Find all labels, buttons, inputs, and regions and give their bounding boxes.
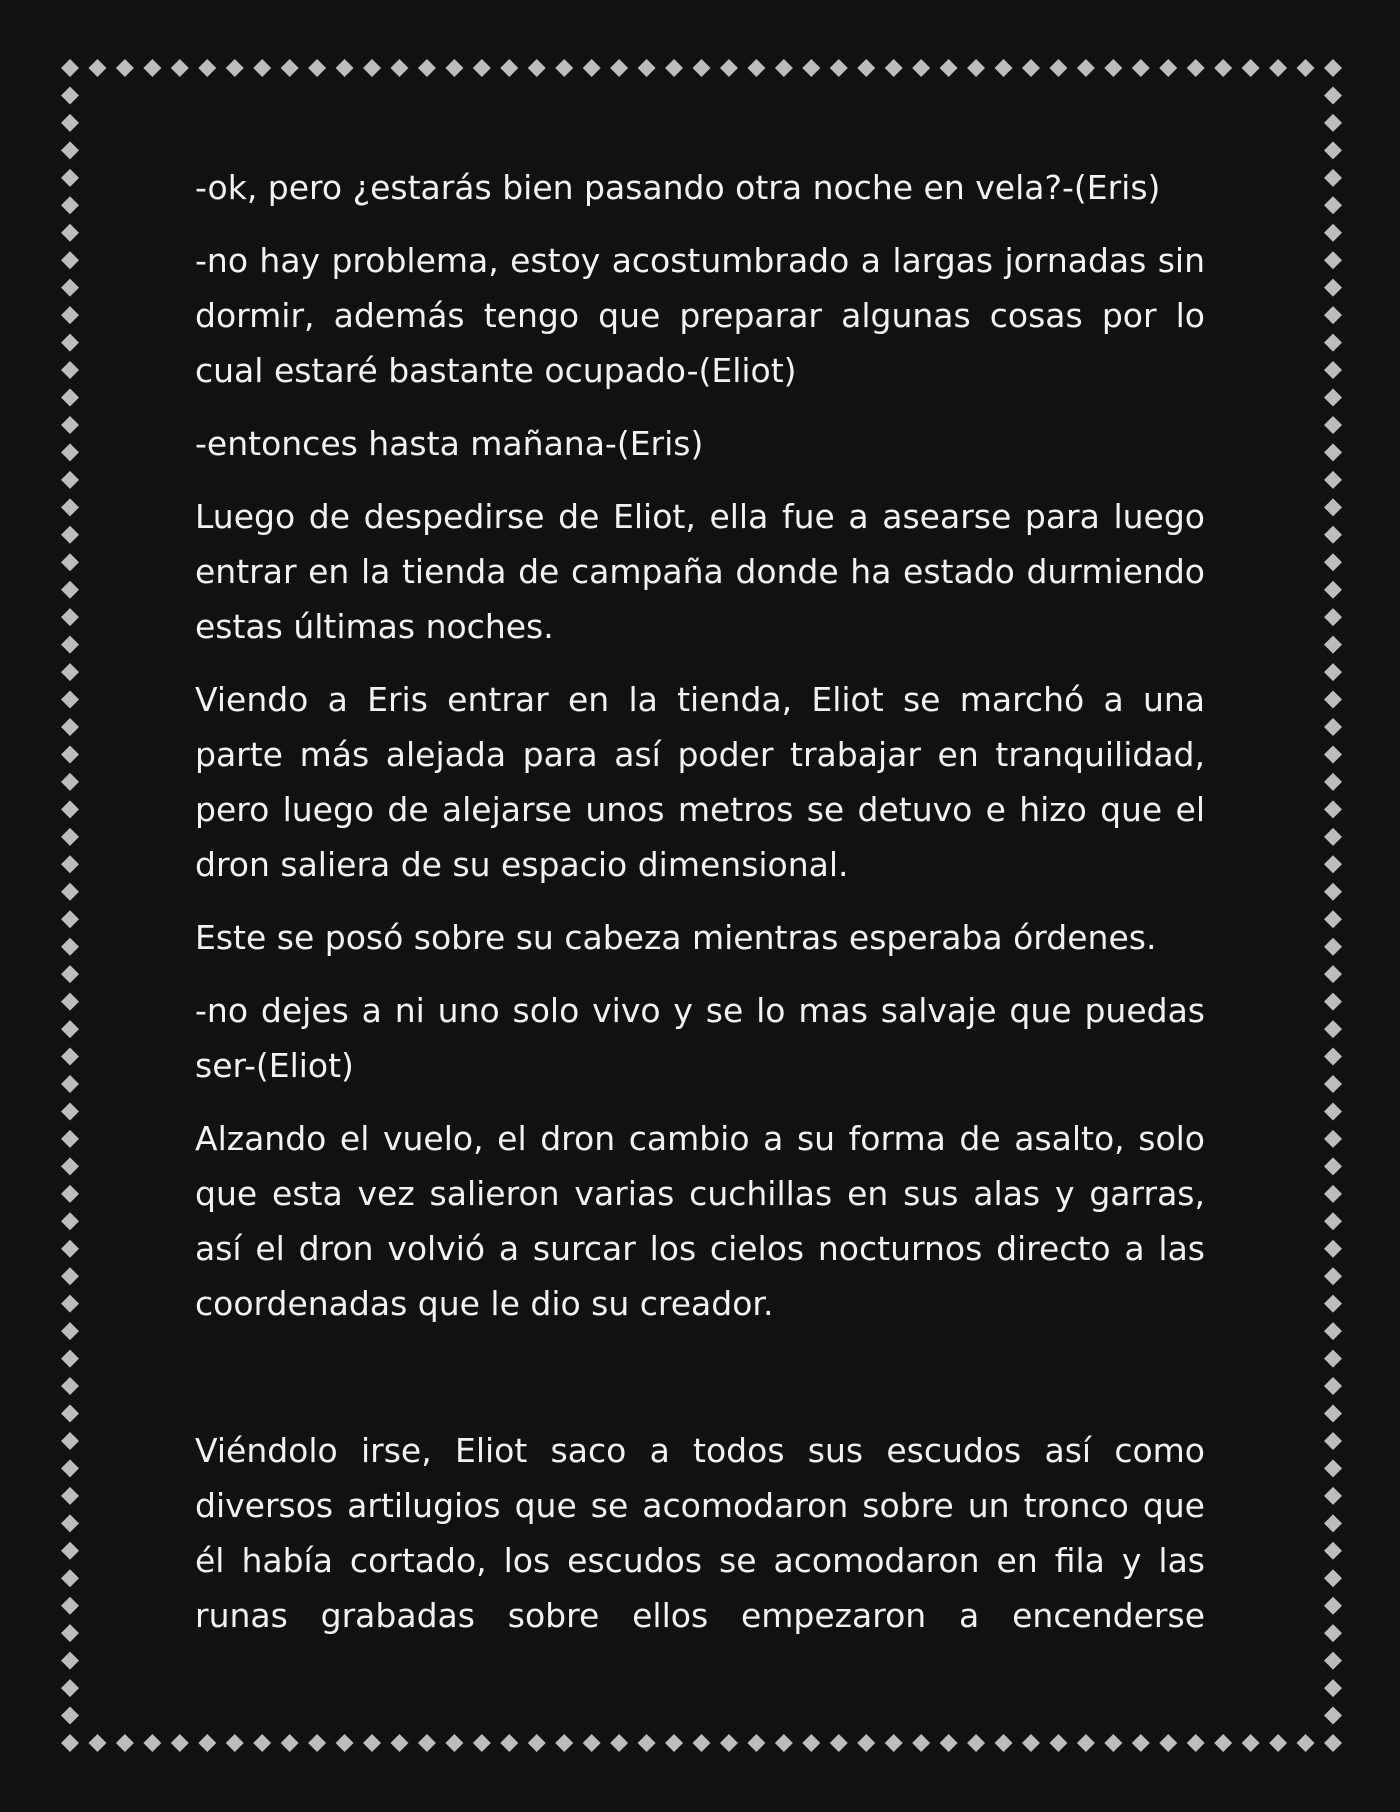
diamond-icon [665, 1734, 683, 1752]
diamond-icon [857, 1734, 875, 1752]
diamond-icon [1104, 1734, 1122, 1752]
diamond-icon [1324, 1432, 1342, 1450]
diamond-icon [1324, 1734, 1342, 1752]
diamond-icon [1104, 59, 1122, 77]
diamond-icon [61, 1240, 79, 1258]
diamond-icon [693, 1734, 711, 1752]
diamond-icon [61, 1679, 79, 1697]
diamond-icon [1187, 59, 1205, 77]
diamond-icon [61, 1432, 79, 1450]
diamond-icon [1324, 361, 1342, 379]
diamond-icon [61, 1267, 79, 1285]
diamond-icon [583, 1734, 601, 1752]
diamond-icon [1324, 663, 1342, 681]
diamond-icon [88, 59, 106, 77]
diamond-icon [638, 1734, 656, 1752]
diamond-icon [1324, 608, 1342, 626]
diamond-icon [995, 1734, 1013, 1752]
diamond-icon [1324, 498, 1342, 516]
diamond-icon [1324, 1459, 1342, 1477]
diamond-icon [61, 526, 79, 544]
diamond-icon [1324, 334, 1342, 352]
diamond-icon [967, 59, 985, 77]
diamond-icon [775, 1734, 793, 1752]
diamond-icon [116, 1734, 134, 1752]
diamond-icon [1324, 800, 1342, 818]
diamond-icon [336, 1734, 354, 1752]
diamond-icon [1324, 169, 1342, 187]
diamond-icon [1324, 1707, 1342, 1725]
paragraph-narration-1: Luego de despedirse de Eliot, ella fue a asearse para luego entrar en la tienda de campaña donde ha estado durmiendo estas últimas noches. [195, 497, 1205, 646]
paragraph-dialogue-eris-2: -entonces hasta mañana-(Eris) [195, 424, 704, 463]
diamond-icon [1187, 1734, 1205, 1752]
diamond-icon [1324, 855, 1342, 873]
diamond-icon [1324, 1048, 1342, 1066]
diamond-icon [198, 1734, 216, 1752]
diamond-icon [610, 1734, 628, 1752]
diamond-icon [1214, 1734, 1232, 1752]
diamond-icon [1324, 1597, 1342, 1615]
diamond-icon [61, 553, 79, 571]
diamond-icon [473, 1734, 491, 1752]
diamond-icon [61, 114, 79, 132]
diamond-icon [912, 1734, 930, 1752]
diamond-icon [253, 1734, 271, 1752]
diamond-icon [61, 965, 79, 983]
diamond-icon [1242, 1734, 1260, 1752]
diamond-icon [885, 59, 903, 77]
diamond-icon [1324, 1679, 1342, 1697]
diamond-icon [802, 1734, 820, 1752]
diamond-icon [967, 1734, 985, 1752]
diamond-icon [802, 59, 820, 77]
diamond-icon [171, 1734, 189, 1752]
diamond-icon [1159, 1734, 1177, 1752]
diamond-icon [336, 59, 354, 77]
diamond-icon [830, 1734, 848, 1752]
diamond-icon [1324, 1295, 1342, 1313]
diamond-icon [281, 1734, 299, 1752]
diamond-icon [171, 59, 189, 77]
diamond-icon [390, 59, 408, 77]
diamond-icon [61, 855, 79, 873]
diamond-icon [61, 1350, 79, 1368]
diamond-icon [1324, 279, 1342, 297]
diamond-icon [61, 498, 79, 516]
diamond-icon [61, 910, 79, 928]
diamond-icon [1324, 636, 1342, 654]
diamond-icon [528, 59, 546, 77]
diamond-icon [308, 1734, 326, 1752]
diamond-icon [363, 59, 381, 77]
diamond-icon [1324, 718, 1342, 736]
diamond-icon [61, 745, 79, 763]
diamond-icon [857, 59, 875, 77]
diamond-icon [720, 1734, 738, 1752]
diamond-icon [61, 471, 79, 489]
diamond-icon [390, 1734, 408, 1752]
diamond-icon [1324, 389, 1342, 407]
diamond-icon [61, 993, 79, 1011]
diamond-icon [61, 1542, 79, 1560]
diamond-icon [1324, 1624, 1342, 1642]
diamond-icon [61, 1487, 79, 1505]
diamond-icon [61, 251, 79, 269]
diamond-icon [61, 141, 79, 159]
diamond-icon [720, 59, 738, 77]
diamond-icon [61, 883, 79, 901]
diamond-icon [1324, 1130, 1342, 1148]
diamond-icon [1324, 1212, 1342, 1230]
diamond-icon [445, 1734, 463, 1752]
diamond-icon [61, 1624, 79, 1642]
diamond-icon [912, 59, 930, 77]
diamond-icon [61, 169, 79, 187]
diamond-icon [308, 59, 326, 77]
diamond-icon [1049, 59, 1067, 77]
diamond-icon [61, 1597, 79, 1615]
diamond-icon [61, 581, 79, 599]
diamond-icon [1324, 553, 1342, 571]
diamond-icon [473, 59, 491, 77]
diamond-icon [61, 1295, 79, 1313]
diamond-icon [1297, 59, 1315, 77]
diamond-icon [1324, 883, 1342, 901]
diamond-icon [610, 59, 628, 77]
diamond-icon [143, 1734, 161, 1752]
diamond-icon [1022, 1734, 1040, 1752]
diamond-icon [1324, 910, 1342, 928]
diamond-icon [61, 443, 79, 461]
diamond-icon [61, 306, 79, 324]
diamond-icon [1324, 141, 1342, 159]
diamond-icon [1022, 59, 1040, 77]
diamond-icon [61, 608, 79, 626]
diamond-icon [1297, 1734, 1315, 1752]
diamond-icon [88, 1734, 106, 1752]
diamond-icon [1324, 1185, 1342, 1203]
diamond-icon [61, 1075, 79, 1093]
diamond-icon [1324, 224, 1342, 242]
diamond-icon [445, 59, 463, 77]
diamond-icon [253, 59, 271, 77]
diamond-icon [1324, 306, 1342, 324]
diamond-icon [1324, 1267, 1342, 1285]
story-text [195, 160, 1205, 1661]
diamond-icon [555, 59, 573, 77]
diamond-icon [1324, 745, 1342, 763]
diamond-icon [1324, 1020, 1342, 1038]
diamond-icon [1269, 1734, 1287, 1752]
diamond-icon [1324, 196, 1342, 214]
diamond-icon [1324, 581, 1342, 599]
diamond-icon [61, 1377, 79, 1395]
diamond-icon [61, 1734, 79, 1752]
diamond-icon [1159, 59, 1177, 77]
diamond-icon [61, 1020, 79, 1038]
diamond-icon [1324, 1377, 1342, 1395]
diamond-icon [1049, 1734, 1067, 1752]
diamond-icon [1324, 1350, 1342, 1368]
diamond-icon [830, 59, 848, 77]
diamond-icon [198, 59, 216, 77]
diamond-icon [747, 59, 765, 77]
diamond-icon [61, 1707, 79, 1725]
diamond-icon [418, 59, 436, 77]
diamond-icon [1324, 86, 1342, 104]
diamond-icon [1324, 1075, 1342, 1093]
diamond-icon [143, 59, 161, 77]
diamond-icon [1324, 1404, 1342, 1422]
diamond-icon [1077, 59, 1095, 77]
diamond-icon [528, 1734, 546, 1752]
diamond-icon [61, 1130, 79, 1148]
diamond-icon [61, 1652, 79, 1670]
diamond-icon [1324, 1487, 1342, 1505]
diamond-icon [226, 59, 244, 77]
paragraph-narration-3: Este se posó sobre su cabeza mientras esperaba órdenes. [195, 918, 1157, 957]
diamond-icon [61, 334, 79, 352]
diamond-icon [61, 1048, 79, 1066]
diamond-icon [1324, 773, 1342, 791]
diamond-icon [500, 59, 518, 77]
diamond-icon [1324, 993, 1342, 1011]
diamond-icon [1214, 59, 1232, 77]
diamond-icon [1324, 1652, 1342, 1670]
diamond-icon [61, 1322, 79, 1340]
diamond-icon [500, 1734, 518, 1752]
diamond-icon [1324, 1157, 1342, 1175]
diamond-icon [61, 1459, 79, 1477]
diamond-icon [61, 224, 79, 242]
paragraph-dialogue-eliot-1: -no hay problema, estoy acostumbrado a largas jornadas sin dormir, además tengo que preparar algunas cosas por lo cual estaré bastante ocupado-(Eliot) [195, 241, 1205, 390]
diamond-icon [418, 1734, 436, 1752]
diamond-icon [61, 718, 79, 736]
diamond-icon [61, 773, 79, 791]
diamond-icon [1242, 59, 1260, 77]
diamond-icon [61, 1514, 79, 1532]
paragraph-narration-5: Viéndolo irse, Eliot saco a todos sus escudos así como diversos artilugios que se acomodaron sobre un tronco que él había cortado, los escudos se acomodaron en fila y las runas grabadas sobre ellos empezaron a encenderse [195, 1431, 1205, 1635]
diamond-icon [1324, 416, 1342, 434]
diamond-icon [61, 1569, 79, 1587]
diamond-icon [1324, 1514, 1342, 1532]
diamond-icon [61, 416, 79, 434]
diamond-icon [1324, 59, 1342, 77]
diamond-icon [665, 59, 683, 77]
diamond-icon [885, 1734, 903, 1752]
diamond-icon [1269, 59, 1287, 77]
diamond-icon [1132, 1734, 1150, 1752]
diamond-icon [61, 938, 79, 956]
diamond-icon [1324, 691, 1342, 709]
diamond-icon [1324, 251, 1342, 269]
diamond-icon [61, 1157, 79, 1175]
diamond-icon [583, 59, 601, 77]
diamond-icon [61, 800, 79, 818]
diamond-icon [61, 828, 79, 846]
paragraph-narration-4: Alzando el vuelo, el dron cambio a su forma de asalto, solo que esta vez salieron varias cuchillas en sus alas y garras, así el dron volvió a surcar los cielos nocturnos directo a las coordenadas que le dio su creador. [195, 1119, 1205, 1323]
diamond-icon [747, 1734, 765, 1752]
diamond-icon [1324, 828, 1342, 846]
diamond-icon [61, 361, 79, 379]
diamond-icon [1324, 1102, 1342, 1120]
diamond-icon [1324, 1322, 1342, 1340]
diamond-icon [61, 59, 79, 77]
diamond-icon [61, 1404, 79, 1422]
diamond-icon [226, 1734, 244, 1752]
diamond-icon [1324, 526, 1342, 544]
diamond-icon [61, 1102, 79, 1120]
diamond-icon [363, 1734, 381, 1752]
diamond-icon [940, 1734, 958, 1752]
diamond-icon [1324, 1569, 1342, 1587]
paragraph-dialogue-eliot-2: -no dejes a ni uno solo vivo y se lo mas salvaje que puedas ser-(Eliot) [195, 991, 1205, 1085]
diamond-icon [1324, 471, 1342, 489]
diamond-icon [1324, 114, 1342, 132]
diamond-icon [61, 389, 79, 407]
diamond-icon [638, 59, 656, 77]
paragraph-narration-2: Viendo a Eris entrar en la tienda, Eliot se marchó a una parte más alejada para así poder trabajar en tranquilidad, pero luego de alejarse unos metros se detuvo e hizo que el dron saliera de su espacio dimensional. [195, 680, 1205, 884]
diamond-icon [61, 636, 79, 654]
diamond-icon [995, 59, 1013, 77]
diamond-icon [61, 86, 79, 104]
diamond-icon [1324, 1542, 1342, 1560]
diamond-icon [775, 59, 793, 77]
diamond-icon [1324, 965, 1342, 983]
diamond-icon [61, 1212, 79, 1230]
diamond-icon [61, 196, 79, 214]
diamond-icon [116, 59, 134, 77]
diamond-icon [61, 663, 79, 681]
diamond-icon [281, 59, 299, 77]
diamond-icon [61, 1185, 79, 1203]
diamond-icon [1324, 1240, 1342, 1258]
diamond-icon [940, 59, 958, 77]
diamond-icon [555, 1734, 573, 1752]
diamond-icon [61, 279, 79, 297]
diamond-icon [693, 59, 711, 77]
diamond-icon [1077, 1734, 1095, 1752]
diamond-icon [1324, 938, 1342, 956]
diamond-icon [1324, 443, 1342, 461]
paragraph-dialogue-eris-1: -ok, pero ¿estarás bien pasando otra noche en vela?-(Eris) [195, 168, 1161, 207]
diamond-icon [1132, 59, 1150, 77]
diamond-icon [61, 691, 79, 709]
